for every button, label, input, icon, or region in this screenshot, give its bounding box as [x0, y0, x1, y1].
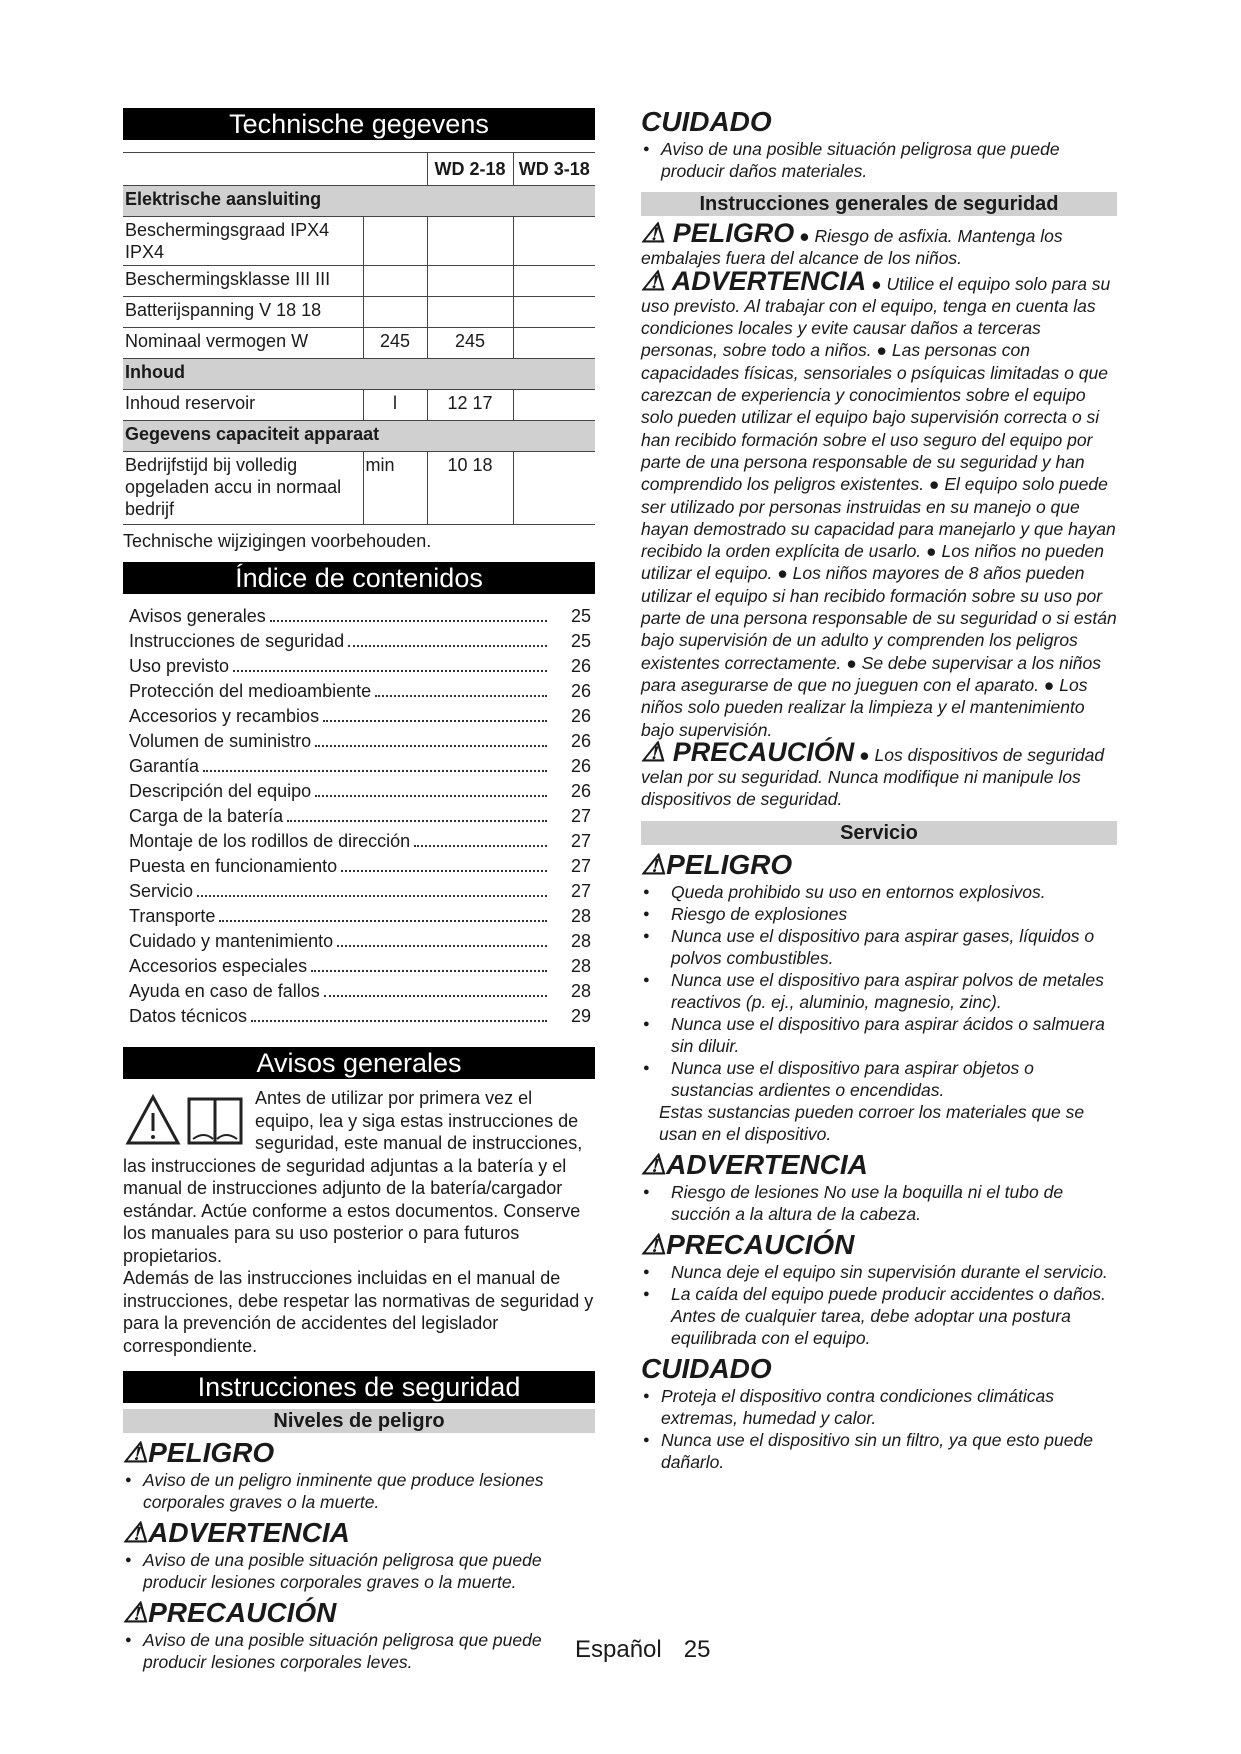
toc-leader	[414, 845, 547, 847]
page-footer	[575, 1636, 732, 1664]
toc-leader	[270, 620, 547, 622]
toc-item-page: 26	[570, 781, 591, 801]
niveles-title: Niveles de peligro	[123, 1409, 595, 1433]
cuidado-heading: CUIDADO	[641, 106, 772, 137]
list-item: ● Nunca use el dispositivo para aspirar ácidos o salmuera sin diluir.	[641, 1013, 1117, 1057]
warning-triangle-icon: ⚠	[641, 1148, 667, 1180]
advertencia-heading: ⚠ADVERTENCIA	[123, 1517, 350, 1548]
avisos-body	[123, 1087, 595, 1357]
right-column	[641, 108, 1117, 1473]
toc-item	[129, 854, 595, 879]
toc-item-page: 26	[570, 731, 591, 751]
toc-item-page: 27	[570, 806, 591, 826]
toc-leader	[287, 820, 547, 822]
table-section: Inhoud	[123, 359, 595, 390]
toc-item-label: Cuidado y mantenimiento	[129, 931, 334, 951]
toc-item-page: 28	[570, 931, 591, 951]
warning-triangle-icon: ⚠	[641, 848, 667, 880]
left-column	[123, 108, 595, 1673]
table-row: Beschermingsgraad IPX4 IPX4	[123, 217, 595, 266]
toc-item	[129, 754, 595, 779]
toc-leader	[203, 770, 547, 772]
warning-triangle-icon: ⚠	[641, 1228, 667, 1260]
peligro-text: ● Aviso de un peligro inminente que produce lesiones corporales graves o la muerte.	[123, 1469, 595, 1513]
toc-item	[129, 804, 595, 829]
footer-page-number: 25	[683, 1636, 711, 1663]
gen-advertencia-text: Utilice el equipo solo para su uso previsto. Al trabajar con el equipo, tenga en cuenta las condiciones locales y evite causar daños a terceras personas, sobre todo a niños. ● Las personas con capacidades físicas, sensoriales o psíquicas limitadas o que carezcan de experiencia y conocimientos sobre el equipo solo pueden utilizar el equipo bajo supervisión correcta o si han recibido formación sobre el uso seguro del equipo por parte de una persona responsable de su seguridad y han comprendido los peligros existentes. ● El equipo solo puede ser utilizado por personas instruidas en su manejo o que hayan demostrado su capacidad para manejarlo y que hayan recibido la orden explícita de usarlo. ● Los niños no pueden utilizar el equipo. ● Los niños mayores de 8 años pueden utilizar el equipo si han recibido formación sobre su uso por parte de una persona responsable de su seguridad o si están bajo supervisión de un adulto y comprenden los peligros existentes correctamente. ● Se debe supervisar a los niños para asegurarse de que no jueguen con el aparato. ● Los niños solo pueden realizar la limpieza y el mantenimiento bajo supervisión.	[641, 273, 1117, 740]
toc-item-page: 28	[570, 981, 591, 1001]
warning-triangle-icon: ⚠	[641, 218, 673, 248]
gen-precaucion-text: Los dispositivos de seguridad velan por su seguridad. Nunca modifique ni manipule los dispositivos de seguridad.	[641, 744, 1105, 810]
toc-item	[129, 904, 595, 929]
toc-list	[123, 604, 595, 1029]
toc-item-label: Protección del medioambiente	[129, 681, 372, 701]
list-item: ● Riesgo de explosiones	[641, 903, 1117, 925]
precaucion-heading: ⚠PRECAUCIÓN	[123, 1597, 337, 1628]
toc-leader	[233, 670, 547, 672]
toc-title: Índice de contenidos	[123, 562, 595, 594]
toc-item-label: Instrucciones de seguridad	[129, 631, 345, 651]
toc-leader	[341, 870, 547, 872]
warning-manual-icons	[123, 1087, 251, 1149]
toc-item-page: 27	[570, 856, 591, 876]
toc-item	[129, 604, 595, 629]
toc-leader	[375, 695, 547, 697]
footer-language: Español	[575, 1636, 662, 1663]
tech-table	[123, 152, 595, 525]
toc-item-page: 26	[570, 706, 591, 726]
serv-cuidado-list	[641, 1385, 1117, 1473]
toc-item-page: 27	[570, 831, 591, 851]
precaucion-text: ● Aviso de una posible situación peligrosa que puede producir lesiones corporales leves.	[123, 1629, 595, 1673]
toc-item-page: 26	[570, 681, 591, 701]
list-item: ● Queda prohibido su uso en entornos explosivos.	[641, 881, 1117, 903]
table-header-row	[123, 153, 595, 186]
toc-item	[129, 704, 595, 729]
toc-item-label: Carga de la batería	[129, 806, 284, 826]
toc-item-label: Uso previsto	[129, 656, 230, 676]
toc-item-label: Avisos generales	[129, 606, 266, 626]
toc-item-label: Accesorios especiales	[129, 956, 308, 976]
gen-advertencia-heading: ADVERTENCIA	[671, 265, 867, 296]
cuidado-text: ● Aviso de una posible situación peligrosa que puede producir daños materiales.	[641, 138, 1117, 182]
serv-peligro-note: Estas sustancias pueden corroer los materiales que se usan en el dispositivo.	[659, 1101, 1085, 1144]
general-safety-title: Instrucciones generales de seguridad	[641, 192, 1117, 216]
tech-note: Technische wijzigingen voorbehouden.	[123, 531, 432, 551]
toc-item-page: 25	[570, 606, 591, 626]
table-row: Bedrijfstijd bij volledig opgeladen accu in normaal bedrijf min 10 18	[123, 452, 595, 525]
list-item: ● Nunca use el dispositivo para aspirar polvos de metales reactivos (p. ej., aluminio, magnesio, zinc).	[641, 969, 1117, 1013]
toc-item-page: 25	[570, 631, 591, 651]
warning-triangle-icon: ⚠	[123, 1517, 149, 1548]
toc-leader	[315, 745, 547, 747]
col-wd3: WD 3-18	[513, 153, 595, 186]
gen-peligro-text: Riesgo de asfixia. Mantenga los embalajes fuera del alcance de los niños.	[641, 226, 1063, 269]
toc-item-label: Accesorios y recambios	[129, 706, 320, 726]
avisos-text-1: Antes de utilizar por primera vez el equipo, lea y siga estas instrucciones de seguridad, este manual de instrucciones, las instrucciones de seguridad adjuntas a la batería y el manual de instrucciones adjunto de la batería/cargador estándar. Actúe conforme a estos documentos. Conserve los manuales para su uso posterior o para futuros propietarios.	[123, 1088, 583, 1266]
toc-item-label: Datos técnicos	[129, 1006, 248, 1026]
toc-item-page: 28	[570, 906, 591, 926]
toc-leader	[348, 645, 547, 647]
tech-title: Technische gegevens	[123, 108, 595, 140]
toc-item	[129, 979, 595, 1004]
toc-item	[129, 1004, 595, 1029]
toc-item-label: Descripción del equipo	[129, 781, 312, 801]
toc-item	[129, 729, 595, 754]
toc-item	[129, 829, 595, 854]
toc-leader	[219, 920, 547, 922]
warning-triangle-icon: ⚠	[123, 1437, 149, 1468]
toc-leader	[315, 795, 547, 797]
toc-item-label: Montaje de los rodillos de dirección	[129, 831, 411, 851]
warning-triangle-icon: ⚠	[123, 1597, 149, 1628]
toc-item-label: Transporte	[129, 906, 216, 926]
table-row: Batterijspanning V 18 18	[123, 297, 595, 328]
list-item: ● Nunca use el dispositivo sin un filtro, ya que esto puede dañarlo.	[641, 1429, 1117, 1473]
toc-item-label: Volumen de suministro	[129, 731, 312, 751]
peligro-heading: ⚠PELIGRO	[123, 1437, 275, 1468]
gen-peligro-block: ⚠ PELIGRO ● Riesgo de asfixia. Mantenga los embalajes fuera del alcance de los niños.	[641, 218, 1063, 269]
toc-item-label: Garantía	[129, 756, 200, 776]
toc-item-page: 27	[570, 881, 591, 901]
toc-item-label: Servicio	[129, 881, 194, 901]
warning-triangle-icon: ⚠	[641, 265, 672, 296]
serv-precaucion-list	[641, 1261, 1117, 1349]
list-item: ● Nunca use el dispositivo para aspirar objetos o sustancias ardientes o encendidas.	[641, 1057, 1117, 1101]
list-item: ● Nunca use el dispositivo para aspirar gases, líquidos o polvos combustibles.	[641, 925, 1117, 969]
toc-leader	[311, 970, 547, 972]
toc-item-page: 29	[570, 1006, 591, 1026]
toc-leader	[197, 895, 547, 897]
table-section: Elektrische aansluiting	[123, 186, 595, 217]
toc-item	[129, 779, 595, 804]
avisos-text-2: Además de las instrucciones incluidas en el manual de instrucciones, debe respetar las normativas de seguridad y para la prevención de accidentes del legislador correspondiente.	[123, 1268, 594, 1356]
seguridad-title: Instrucciones de seguridad	[123, 1371, 595, 1403]
list-item: ● Nunca deje el equipo sin supervisión durante el servicio.	[641, 1261, 1117, 1283]
toc-item-page: 26	[570, 656, 591, 676]
table-section: Gegevens capaciteit apparaat	[123, 421, 595, 452]
gen-advertencia-block: ⚠ ADVERTENCIA ● Utilice el equipo solo para su uso previsto. Al trabajar con el equipo, tenga en cuenta las condiciones locales y evite causar daños a terceras personas, sobre todo a niños. ● Las personas con capacidades físicas, sensoriales o psíquicas limitadas o que carezcan de experiencia y conocimientos sobre el equipo solo pueden utilizar el equipo bajo supervisión correcta o si han recibido formación sobre el uso seguro del equipo por parte de una persona responsable de su seguridad y han comprendido los peligros existentes. ● El equipo solo puede ser utilizado por personas instruidas en su manejo o que hayan demostrado su capacidad para manejarlo y que hayan recibido la orden explícita de usarlo. ● Los niños no pueden utilizar el equipo. ● Los niños mayores de 8 años pueden utilizar el equipo si han recibido formación sobre su uso por parte de una persona responsable de su seguridad o si están bajo supervisión de un adulto y comprenden los peligros existentes correctamente. ● Se debe supervisar a los niños para asegurarse de que no jueguen con el aparato. ● Los niños solo pueden realizar la limpieza y el mantenimiento bajo supervisión.	[641, 265, 1117, 740]
toc-item	[129, 629, 595, 654]
advertencia-text: ● Aviso de una posible situación peligrosa que puede producir lesiones corporales graves o la muerte.	[123, 1549, 595, 1593]
serv-peligro-heading: ⚠PELIGRO	[641, 848, 793, 880]
toc-item-label: Ayuda en caso de fallos	[129, 981, 320, 1001]
table-row: Beschermingsklasse III III	[123, 266, 595, 297]
toc-item	[129, 954, 595, 979]
toc-item-page: 28	[570, 956, 591, 976]
serv-cuidado-heading: CUIDADO	[641, 1352, 772, 1384]
toc-item	[129, 929, 595, 954]
toc-item-page: 26	[570, 756, 591, 776]
gen-precaucion-heading: PRECAUCIÓN	[672, 736, 855, 767]
gen-precaucion-block: ⚠ PRECAUCIÓN ● Los dispositivos de seguridad velan por su seguridad. Nunca modifique ni manipule los dispositivos de seguridad.	[641, 736, 1105, 810]
table-row: Nominaal vermogen W 245 245	[123, 328, 595, 359]
list-item: ● Proteja el dispositivo contra condiciones climáticas extremas, humedad y calor.	[641, 1385, 1117, 1429]
avisos-title: Avisos generales	[123, 1047, 595, 1079]
serv-precaucion-heading: ⚠PRECAUCIÓN	[641, 1228, 855, 1260]
toc-item-label: Puesta en funcionamiento	[129, 856, 338, 876]
toc-item	[129, 654, 595, 679]
toc-item	[129, 879, 595, 904]
servicio-title: Servicio	[641, 821, 1117, 845]
toc-item	[129, 679, 595, 704]
toc-leader	[324, 995, 547, 997]
list-item: ● La caída del equipo puede producir accidentes o daños. Antes de cualquier tarea, debe adoptar una postura equilibrada con el equipo.	[641, 1283, 1117, 1349]
gen-peligro-heading: PELIGRO	[672, 218, 795, 248]
toc-leader	[323, 720, 547, 722]
table-row: Inhoud reservoir l 12 17	[123, 390, 595, 421]
col-wd2: WD 2-18	[427, 153, 513, 186]
serv-advertencia-text: ● Riesgo de lesiones No use la boquilla ni el tubo de succión a la altura de la cabeza.	[641, 1181, 1117, 1225]
warning-triangle-icon: ⚠	[641, 736, 673, 767]
serv-peligro-list	[641, 881, 1117, 1101]
toc-leader	[251, 1020, 547, 1022]
serv-advertencia-heading: ⚠ADVERTENCIA	[641, 1148, 868, 1180]
warning-book-icon	[123, 1087, 251, 1149]
toc-leader	[337, 945, 547, 947]
